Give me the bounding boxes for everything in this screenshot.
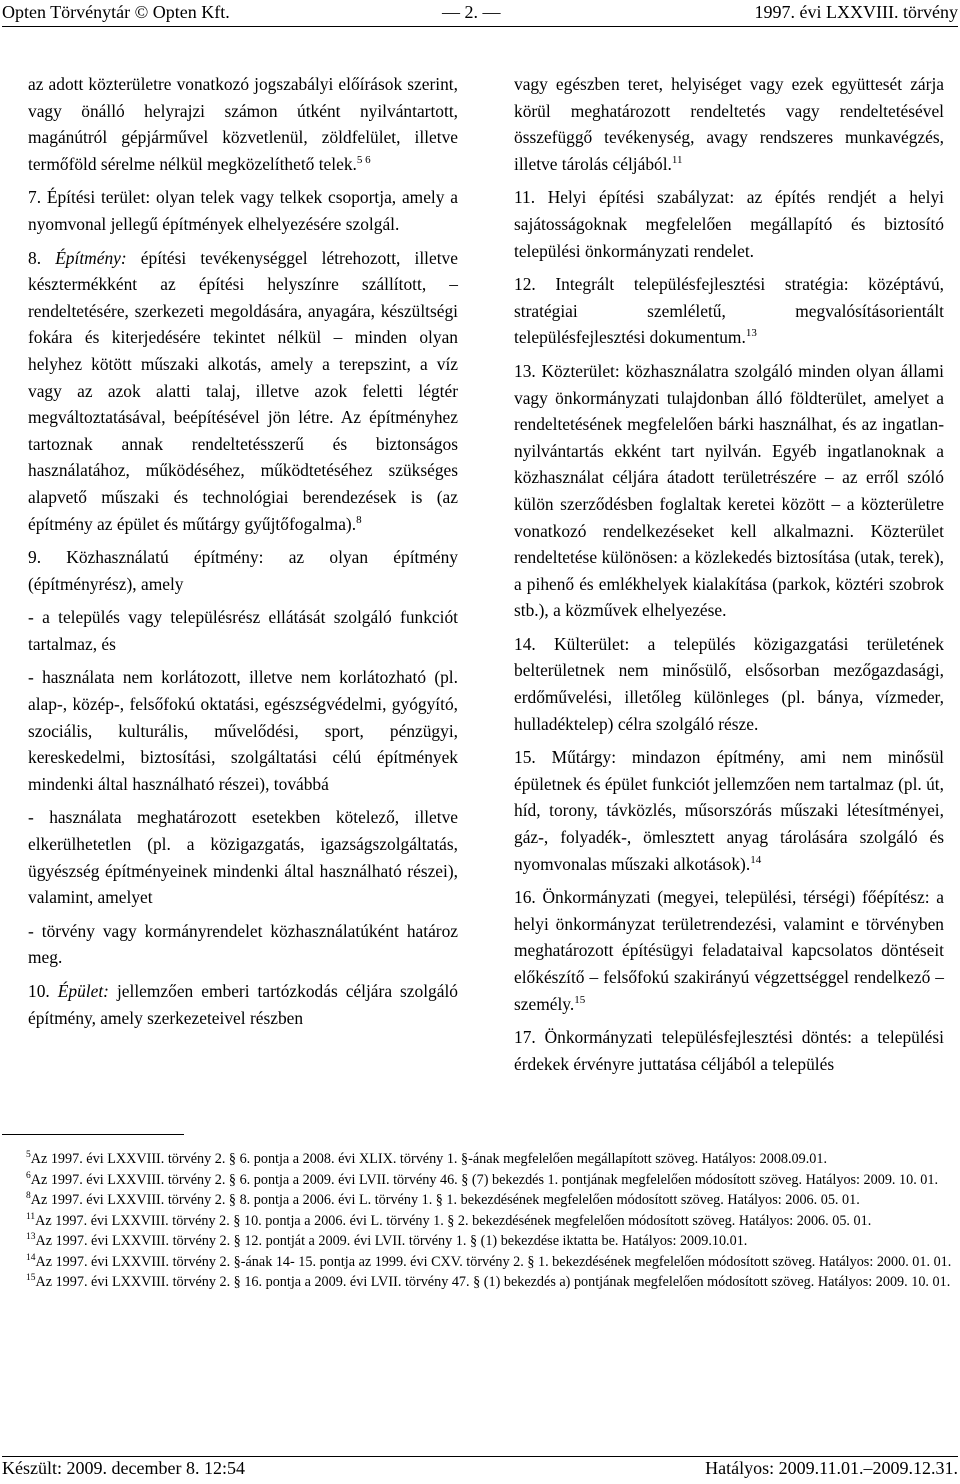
header-page-number: — 2. —: [442, 2, 501, 22]
definition-8: 8. Építmény: építési tevékenységgel létrehozott, illetve késztermékként az építési helyszínre szállított, – rendeltetésére, szerkezeti megoldására, anyagára, készültségi fokára és kiterjedésére tekintet nélkül – minden olyan helyhez kötött műszaki alkotás, amely a terepszint, a víz vagy az azok alatti talaj, illetve azok feletti légtér megváltoztatásával, beépítésével jön létre. Az építményhez tartoznak annak rendeltetésszerű és biztonságos használatához, működéséhez, működtetéséhez szükséges alapvető műszaki és technológiai berendezések is (az építmény az épület és műtárgy gyűjtőfogalma).$^8$: [28, 247, 458, 534]
definition-9-item-2: - használata nem korlátozott, illetve nem korlátozható (pl. alap-, közép-, felsőfokú oktatási, egészségvédelmi, gyógyító, szociális, kulturális, művelődési, sport, pénzügyi, kereskedelmi, biztosítási, szolgáltatási célú építmények mindenki által használható részei), továbbá: [28, 667, 458, 794]
definition-9-item-1: - a település vagy településrész ellátását szolgáló funkciót tartalmaz, és: [28, 607, 458, 654]
definition-14: 14. Külterület: a település közigazgatási területének belterületnek nem minősülő, elsősorban mezőgazdasági, erdőművelési, illetőleg különleges (pl. bánya, vízmeder, hulladéktelep) célra szolgáló része.: [514, 633, 944, 734]
footnote: $^8$Az 1997. évi LXXVIII. törvény 2. § 8. pontja a 2006. évi L. törvény 1. § 1. bekezdésének megfelelően módosított szöveg. Hatályos: 2006. 05. 01.: [26, 1191, 860, 1208]
footnote: $^{15}$Az 1997. évi LXXVIII. törvény 2. § 16. pontja a 2009. évi LVII. törvény 47. § (1) bekezdés a) pontjának megfelelően módosított szöveg. Hatályos: 2009. 10. 01.: [26, 1273, 951, 1290]
footnote: $^{13}$Az 1997. évi LXXVIII. törvény 2. § 12. pontját a 2009. évi LVII. törvény 1. § (1) bekezdése iktatta be. Hatályos: 2009.10.01.: [26, 1232, 748, 1249]
header-publisher: Opten Törvénytár © Opten Kft.: [2, 2, 230, 22]
definition-16: 16. Önkormányzati (megyei, települési, térségi) főépítész: a helyi önkormányzat területrendezési, valamint e törvényben meghatározott építésügyi feladataival kapcsolatos döntéseit előkészítő – felsőfokú szakirányú végzettséggel rendelkező – személy.$^{15}$: [514, 887, 944, 1014]
definition-10-continued: vagy egészben teret, helyiséget vagy ezek együttesét zárja körül meghatározott rendeltetés vagy rendeltetésével összefüggő tevékenység, avagy rendszeres munkavégzés, illetve tárolás céljából.$^{11}$: [514, 74, 944, 174]
footnote-rule: [2, 1134, 184, 1135]
footnotes: [2, 1149, 958, 1293]
definition-10: 10. Épület: jellemzően emberi tartózkodás céljára szolgáló építmény, amely szerkezeteivel részben: [28, 981, 458, 1028]
footnote-ref[interactable]: 11: [671, 153, 683, 166]
left-column: [28, 71, 458, 1038]
definition-7: 7. Építési terület: olyan telek vagy telkek csoportja, amely a nyomvonal jellegű építmények elhelyezésére szolgál.: [28, 187, 458, 234]
right-column: [514, 71, 944, 1084]
footnote-ref[interactable]: 5 6: [356, 153, 371, 166]
footnote-ref[interactable]: 14: [750, 853, 762, 866]
footnote: $^5$Az 1997. évi LXXVIII. törvény 2. § 6. pontja a 2008. évi XLIX. törvény 1. §-ának megfelelően megállapított szöveg. Hatályos: 2008.09.01.: [26, 1150, 828, 1167]
footnote-ref[interactable]: 15: [574, 993, 586, 1006]
definition-13: 13. Közterület: közhasználatra szolgáló minden olyan állami vagy önkormányzati tulajdonban álló földterület, amelyet a rendeltetésének megfelelően bárki használhat, és az ingatlan-nyilvántartás ekként tart nyilván. Egyéb ingatlanoknak a közhasználat céljára átadott területrészére – az erről szóló külön szerződésben foglaltak keretei között – a közterületre vonatkozó rendelkezéseket kell alkalmazni. Közterület rendeltetése különösen: a közlekedés biztosítása (utak, terek), a pihenő és emlékhelyek kialakítása (parkok, köztéri szobrok stb.), a közművek elhelyezése.: [514, 360, 944, 621]
definition-11: 11. Helyi építési szabályzat: az építés rendjét a helyi sajátosságoknak megfelelően megállapító és biztosító települési önkormányzati rendelet.: [514, 187, 944, 261]
paragraph-access-text: az adott közterületre vonatkozó jogszabályi előírások szerint, vagy önálló helyrajzi számon útként nyilvántartott, magánútról gépjárművel közvetlenül, zöldfelület, illetve termőföld sérelme nélkül megközelíthető telek.$^{5 6}$: [28, 74, 458, 174]
footnote: $^6$Az 1997. évi LXXVIII. törvény 2. § 6. pontja a 2009. évi LVII. törvény 46. § (7) bekezdés 1. pontjának megfelelően módosított szöveg. Hatályos: 2009. 10. 01.: [26, 1170, 939, 1188]
footer-validity: Hatályos: 2009.11.01.–2009.12.31.: [705, 1458, 958, 1478]
definition-15: 15. Műtárgy: mindazon építmény, ami nem minősül épületnek és épület funkciót jellemzően nem tartalmaz (pl. út, híd, torony, távközlés, műsorszórás műszaki létesítményei, gáz-, folyadék-, ömlesztett anyag tárolására szolgáló és nyomvonalas műszaki alkotások).$^{14}$: [514, 747, 944, 874]
footnote-ref[interactable]: 13: [745, 327, 757, 340]
footnote: $^{14}$Az 1997. évi LXXVIII. törvény 2. §-ának 14- 15. pontja az 1999. évi CXV. törvény 2. § 1. bekezdésének megfelelően módosított szöveg. Hatályos: 2000. 01. 01.: [26, 1252, 952, 1270]
footnote-ref[interactable]: 8: [356, 513, 362, 526]
footer-generated-date: Készült: 2009. december 8. 12:54: [2, 1458, 245, 1478]
footer-rule: [2, 1456, 958, 1457]
header-rule: [2, 26, 958, 27]
page-footer: [2, 1458, 958, 1480]
definition-12: 12. Integrált településfejlesztési stratégia: középtávú, stratégiai szemléletű, megvalósításorientált településfejlesztési dokumentum.$^{13}$: [514, 274, 944, 348]
page-header: [2, 2, 958, 26]
footnote: $^{11}$Az 1997. évi LXXVIII. törvény 2. § 10. pontja a 2006. évi L. törvény 1. § 2. bekezdésének megfelelően módosított szöveg. Hatályos: 2006. 05. 01.: [26, 1211, 872, 1229]
definition-17: 17. Önkormányzati településfejlesztési döntés: a települési érdekek érvényre juttatása céljából a település: [514, 1027, 944, 1074]
definition-9: 9. Közhasználatú építmény: az olyan építmény (építményrész), amely: [28, 547, 458, 594]
header-law-title: 1997. évi LXXVIII. törvény: [754, 2, 958, 22]
definition-9-item-4: - törvény vagy kormányrendelet közhasználatúként határoz meg.: [28, 920, 458, 968]
definition-9-item-3: - használata meghatározott esetekben kötelező, illetve elkerülhetetlen (pl. a közigazgatás, igazságszolgáltatás, ügyészség építményeinek mindenki által használható részei), valamint, amelyet: [28, 807, 458, 908]
